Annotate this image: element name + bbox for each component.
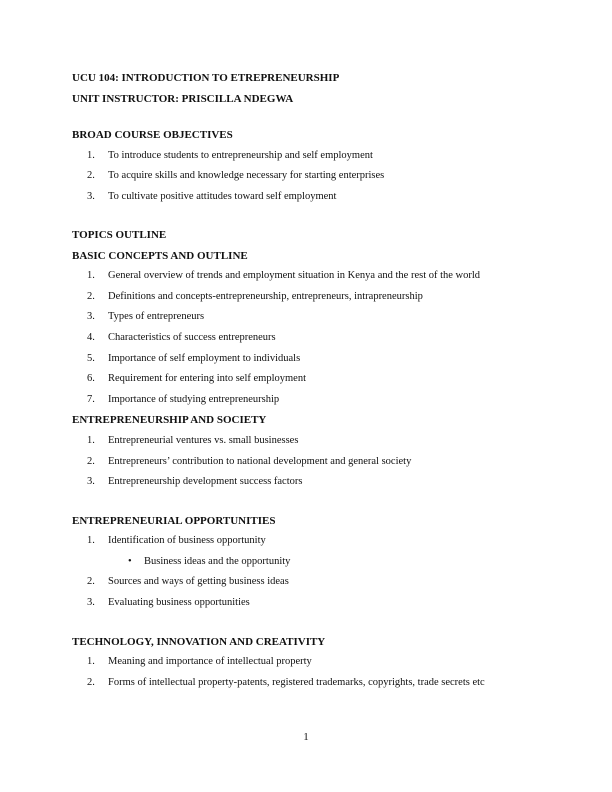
list-number: 1.: [87, 270, 95, 282]
list-item: [72, 349, 552, 370]
opportunities-list: [72, 531, 552, 613]
list-text: Types of entrepreneurs: [108, 311, 205, 323]
list-item: [72, 187, 552, 208]
technology-list: [72, 652, 552, 693]
list-item: [72, 593, 552, 614]
technology-heading: TECHNOLOGY, INNOVATION AND CREATIVITY: [72, 635, 326, 648]
list-text: To introduce students to entrepreneurship and self employment: [108, 149, 373, 161]
list-number: 2.: [87, 576, 95, 588]
basic-concepts-list: [72, 266, 552, 410]
document-content: [72, 70, 552, 693]
list-item: [72, 369, 552, 390]
list-number: 2.: [87, 455, 95, 467]
opportunities-heading: ENTREPRENEURIAL OPPORTUNITIES: [72, 514, 276, 527]
list-text: Requirement for entering into self employment: [108, 373, 306, 385]
list-number: 1.: [87, 434, 95, 446]
list-item: [72, 572, 552, 593]
list-number: 5.: [87, 352, 95, 364]
list-item: [72, 673, 552, 694]
list-text: Sources and ways of getting business ideas: [108, 576, 289, 588]
page-number: 1: [303, 731, 309, 743]
list-text: Identification of business opportunity: [108, 535, 266, 547]
list-item: [72, 431, 552, 452]
bullet-icon: •: [128, 555, 132, 567]
spacer: [72, 107, 552, 125]
unit-instructor: UNIT INSTRUCTOR: PRISCILLA NDEGWA: [72, 93, 294, 105]
bullet-item: [72, 552, 552, 573]
list-text: Entrepreneurship development success factors: [108, 476, 303, 488]
list-text: Entrepreneurial ventures vs. small businesses: [108, 434, 299, 446]
topics-outline-heading: TOPICS OUTLINE: [72, 229, 167, 242]
list-item: [72, 146, 552, 167]
list-text: Importance of self employment to individuals: [108, 352, 301, 364]
list-item: [72, 390, 552, 411]
list-number: 1.: [87, 149, 95, 161]
list-number: 3.: [87, 597, 95, 608]
course-title: UCU 104: INTRODUCTION TO ETREPRENEURSHIP: [72, 72, 340, 84]
society-heading: ENTREPRENEURSHIP AND SOCIETY: [72, 414, 267, 427]
list-text: Characteristics of success entrepreneurs: [108, 332, 276, 344]
list-number: 6.: [87, 373, 95, 385]
list-text: Importance of studying entrepreneurship: [108, 393, 280, 405]
list-number: 7.: [87, 393, 95, 405]
list-item: [72, 166, 552, 187]
list-number: 3.: [87, 190, 95, 202]
objectives-list: [72, 146, 552, 208]
society-list: [72, 431, 552, 493]
list-item: [72, 531, 552, 552]
list-item: [72, 287, 552, 308]
list-item: [72, 307, 552, 328]
list-text: Meaning and importance of intellectual property: [108, 656, 312, 668]
list-text: Definitions and concepts-entrepreneurship, entrepreneurs, intrapreneurship: [108, 290, 423, 302]
bullet-text: Business ideas and the opportunity: [144, 555, 291, 567]
list-text: Evaluating business opportunities: [108, 597, 250, 608]
list-text: To acquire skills and knowledge necessary for starting enterprises: [108, 170, 385, 182]
basic-concepts-heading: BASIC CONCEPTS AND OUTLINE: [72, 249, 248, 262]
list-number: 3.: [87, 311, 95, 323]
spacer: [72, 207, 552, 225]
list-number: 4.: [87, 332, 95, 344]
spacer: [72, 493, 552, 511]
list-text: General overview of trends and employment situation in Kenya and the rest of the world: [108, 270, 481, 282]
objectives-heading: BROAD COURSE OBJECTIVES: [72, 129, 233, 141]
list-item: [72, 472, 552, 493]
list-text: To cultivate positive attitudes toward self employment: [108, 190, 337, 202]
spacer: [72, 614, 552, 632]
list-item: [72, 452, 552, 473]
list-number: 2.: [87, 170, 95, 182]
list-number: 1.: [87, 656, 95, 668]
list-number: 2.: [87, 290, 95, 302]
list-number: 1.: [87, 535, 95, 547]
list-item: [72, 652, 552, 673]
list-text: Forms of intellectual property-patents, registered trademarks, copyrights, trade secrets etc: [108, 676, 485, 688]
list-number: 3.: [87, 476, 95, 488]
list-item: [72, 328, 552, 349]
list-item: [72, 266, 552, 287]
list-number: 2.: [87, 676, 95, 688]
list-text: Entrepreneurs’ contribution to national development and general society: [108, 455, 412, 467]
